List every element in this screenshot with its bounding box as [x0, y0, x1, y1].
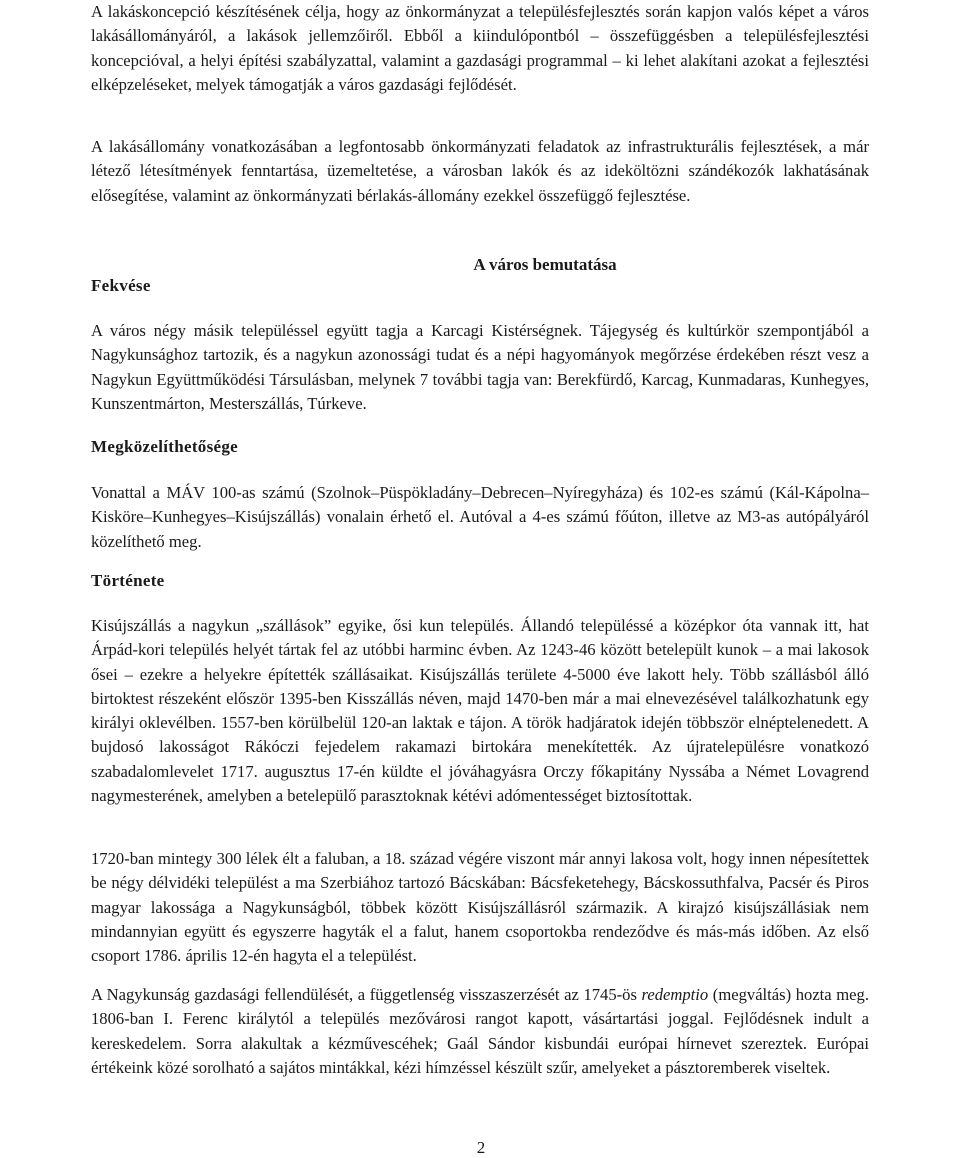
page-number: 2 — [476, 1138, 486, 1157]
history-paragraph-3 — [91, 983, 869, 1080]
section-title: A város bemutatása — [473, 255, 617, 274]
access-paragraph: Vonattal a MÁV 100-as számú (Szolnok–Püspökladány–Debrecen–Nyíregyháza) és 102-es számú (Kál-Kápolna–Kisköre–Kunhegyes–Kisújszállás) vonalain érhető el. Autóval a 4-es számú főúton, illetve az M3-as autópályáról közelíthető meg. — [91, 483, 869, 551]
location-heading: Fekvése — [91, 276, 151, 295]
access-heading: Megközelíthetősége — [91, 437, 239, 456]
location-paragraph: A város négy másik településsel együtt tagja a Karcagi Kistérségnek. Tájegység és kultúrkör szempontjából a Nagykunsághoz tartozik, és a nagykun azonossági tudat és a népi hagyományok megőrzése érdekében részt vesz a Nagykun Együttműködési Társulásban, melynek 7 további tagja van: Berekfürdő, Karcag, Kunmadaras, Kunhegyes, Kunszentmárton, Mesterszállás, Túrkeve. — [91, 321, 869, 413]
tasks-paragraph: A lakásállomány vonatkozásában a legfontosabb önkormányzati feladatok az infrastrukturális fejlesztések, a már létező létesítmények fenntartása, üzemeltetése, a városban lakók és az ideköltözni szándékozók lakhatásának elősegítése, valamint az önkormányzati bérlakás-állomány ezekkel összefüggő fejlesztése. — [91, 137, 869, 205]
history-paragraph-3-after: (megváltás) hozta meg. 1806-ban I. Ferenc királytól a település mezővárosi rangot kapott, vásártartási joggal. Fejlődésnek indult a kereskedelem. Sorra alakultak a kézművescéhek; Gaál Sándor kisbundái európai hírnevet szereztek. Európai értékeink közé sorolható a sajátos mintákkal, kézi hímzéssel készült szűr, amelyeket a pásztoremberek viseltek. — [91, 985, 869, 1077]
intro-paragraph: A lakáskoncepció készítésének célja, hogy az önkormányzat a településfejlesztés során kapjon valós képet a város lakásállományáról, a lakások jellemzőiről. Ebből a kiindulópontból – összefüggésben a településfejlesztési koncepcióval, a helyi építési szabályzattal, valamint a gazdasági programmal – ki lehet alakítani azokat a fejlesztési elképzeléseket, melyek támogatják a város gazdasági fejlődését. — [91, 2, 869, 94]
history-heading: Története — [91, 571, 165, 590]
history-paragraph-3-italic: redemptio — [641, 985, 709, 1004]
history-paragraph-3-before: A Nagykunság gazdasági fellendülését, a függetlenség visszaszerzését az 1745-ös — [91, 985, 642, 1004]
history-paragraph-2: 1720-ban mintegy 300 lélek élt a faluban, a 18. század végére viszont már annyi lakosa volt, hogy innen népesítettek be négy délvidéki települést a ma Szerbiához tartozó Bácskában: Bácsfeketehegy, Bácskossuthfalva, Pacsér és Piros magyar lakossága a Nagykunságból, többek között Kisújszállásról származik. A kirajzó kisújszállásiak nem mindannyian együtt és egyszerre hagyták el a falut, hanem csoportokba rendeződve és más-más időben. Az első csoport 1786. április 12-én hagyta el a települést. — [91, 849, 869, 966]
history-paragraph-1: Kisújszállás a nagykun „szállások” egyike, ősi kun település. Állandó településsé a középkor óta vannak itt, hat Árpád-kori település helyét tártak fel az utóbbi harminc évben. Az 1243-46 között betelepült kunok – a mai lakosok ősei – ezekre a helyekre építették szállásaikat. Kisújszállás területe 4-5000 éve lakott hely. Több szállásból álló birtoktest részeként először 1395-ben Kisszállás néven, majd 1470-ben már a mai elnevezésével találkozhatunk egy királyi oklevélben. 1557-ben körülbelül 120-an laktak e tájon. A török hadjáratok idején többször elnéptelenedett. A bujdosó lakosságot Rákóczi fejedelem rakamazi birtokára menekítették. Az újratelepülésre vonatkozó szabadalomlevelet 1717. augusztus 17-én küldte el jóváhagyásra Orczy főkapitány Nyssába a Német Lovagrend nagymesterének, amelyben a betelepülő parasztoknak kétévi adómentességet biztosítottak. — [91, 616, 869, 806]
